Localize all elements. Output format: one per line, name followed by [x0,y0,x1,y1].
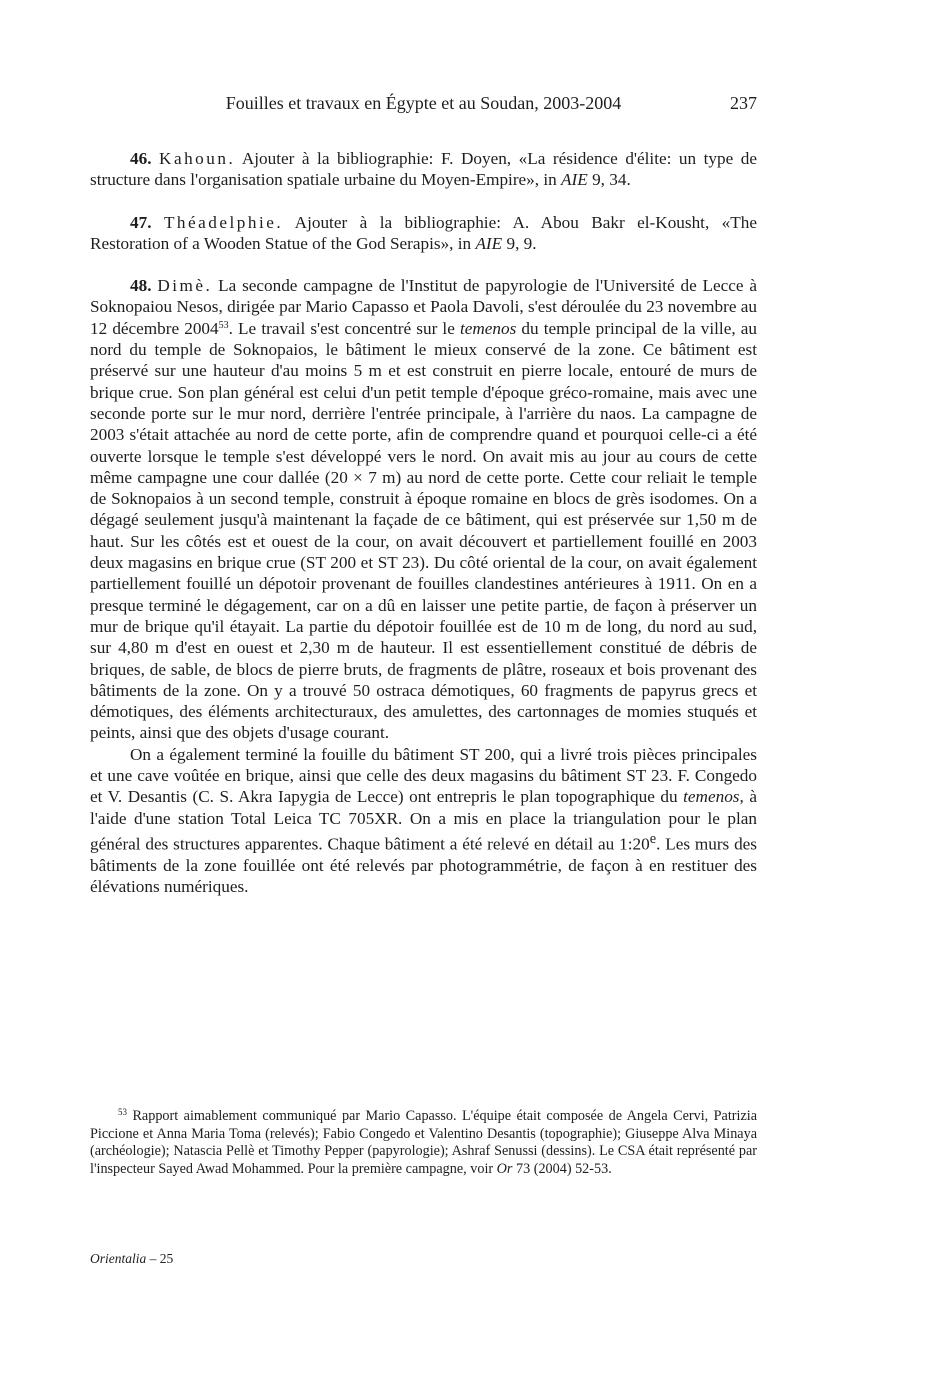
journal-abbrev: Or [496,1160,513,1177]
entry-dime-continuation [90,744,757,898]
entry-kahoun [90,148,757,191]
entry-text: . Le travail s'est concentré sur le [228,318,460,338]
entry-place: Théadelphie. [163,212,284,232]
journal-abbrev: AIE [475,233,503,253]
footnote-number: 53 [118,1107,127,1117]
running-title: Fouilles et travaux en Égypte et au Soudan, 2003-2004 [225,93,622,113]
footnote-text: Rapport aimablement communiqué par Mario Capasso. L'équipe était composée de Angela Cervi, Patrizia Piccione et Anna Maria Toma (relevés); Fabio Congedo et Valentino Desantis (topographie); Giuseppe Alva Minaya (archéologie); Natascia Pellè et Timothy Pepper (papyrologie); Ashraf Senussi (dessins). Le CSA était représenté par l'inspecteur Sayed Awad Mohammed. Pour la première campagne, voir [90,1108,757,1177]
page-number: 237 [730,93,757,113]
main-text [90,148,757,898]
entry-text: , à l'aide d'une station Total Leica TC 705XR. On a mis en place la triangulation pour le plan général des structures apparentes. Chaque bâtiment a été relevé en détail au 1:20 [90,787,757,854]
entry-place: Kahoun. [159,149,236,168]
footnote-text: 73 (2004) 52-53. [512,1160,612,1177]
entry-place: Dimè. [157,276,213,296]
scale-superscript: e [649,830,657,847]
entry-text: Ajouter à la bibliographie: F. Doyen, «La résidence d'élite: un type de structure dans l'organisation spatiale urbaine du Moyen-Empire», in [90,149,758,190]
entry-number: 47. [130,212,152,232]
printer-signature [90,1251,173,1267]
footnote-53 [90,1108,757,1178]
entry-theadelphie [90,212,757,255]
entry-text: On a également terminé la fouille du bâtiment ST 200, qui a livré trois pièces principales et une cave voûtée en brique, ainsi que celle des deux magasins du bâtiment ST 23. F. Congedo et V. Desantis (C. S. Akra Iapygia de Lecce) ont entrepris le plan topographique du [90,744,757,807]
entry-number: 48. [130,276,152,296]
footnote [90,1108,757,1178]
entry-dime [90,275,757,744]
journal-abbrev: AIE [561,170,588,190]
entry-text: 9, 34. [587,170,631,190]
signature-sheet: – 25 [146,1251,174,1266]
entry-text: Ajouter à la bibliographie: A. Abou Bakr el-Kousht, «The Restoration of a Wooden Statue of the God Serapis», in [90,212,757,253]
entry-number: 46. [130,149,152,168]
term-temenos: temenos [459,318,517,338]
footnote-ref: 53 [218,319,229,331]
running-header [90,93,757,119]
entry-text: 9, 9. [502,233,537,253]
entry-text: La seconde campagne de l'Institut de papyrologie de l'Université de Lecce à Soknopaiou Nesos, dirigée par Mario Capasso et Paola Davoli, s'est déroulée du 23 novembre au 12 décembre 2004 [90,276,757,338]
entry-text: . Les murs des bâtiments de la zone fouillée ont été relevés par photogrammétrie, de façon à en restituer des élévations numériques. [90,834,757,897]
signature-journal: Orientalia [90,1251,147,1266]
entry-text: du temple principal de la ville, au nord du temple de Soknopaios, le bâtiment le mieux conservé de la zone. Ce bâtiment est préservé sur une hauteur d'au moins 5 m et est construit en pierre locale, entouré de murs de brique crue. Son plan général est celui d'un petit temple d'époque gréco-romaine, mais avec une seconde porte sur le mur nord, derrière l'entrée principale, à l'arrière du naos. La campagne de 2003 s'était attachée au nord de cette porte, afin de comprendre quand et pourquoi celle-ci a été ouverte lorsque le temple s'est développé vers le nord. On avait mis au jour au cours de cette même campagne une cour dallée (20 × 7 m) au nord de cette porte. Cette cour reliait le temple de Soknopaios à un second temple, construit à époque romaine en blocs de grès isodomes. On a dégagé seulement jusqu'à maintenant la façade de ce bâtiment, qui est préservée sur 1,50 m de haut. Sur les côtés est et ouest de la cour, on avait découvert et partiellement fouillé en 2003 deux magasins en brique crue (ST 200 et ST 23). Du côté oriental de la cour, on avait également partiellement fouillé un dépotoir provenant de fouilles clandestines antérieures à 1911. On en a presque terminé le dégagement, car on a dû en laisser une petite partie, de façon à préserver un mur de brique qu'il étayait. La partie du dépotoir fouillée est de 10 m de long, du nord au sud, sur 4,80 m d'est en ouest et 2,30 m de hauteur. Il est essentiellement constitué de débris de briques, de sable, de blocs de pierre bruts, de fragments de plâtre, roseaux et bois provenant des bâtiments de la zone. On y a trouvé 50 ostraca démotiques, 60 fragments de papyrus grecs et démotiques, des éléments architecturaux, des amulettes, des cartonnages de momies stuqués et peints, ainsi que des objets d'usage courant. [90,318,757,743]
term-temenos: temenos [683,787,740,807]
